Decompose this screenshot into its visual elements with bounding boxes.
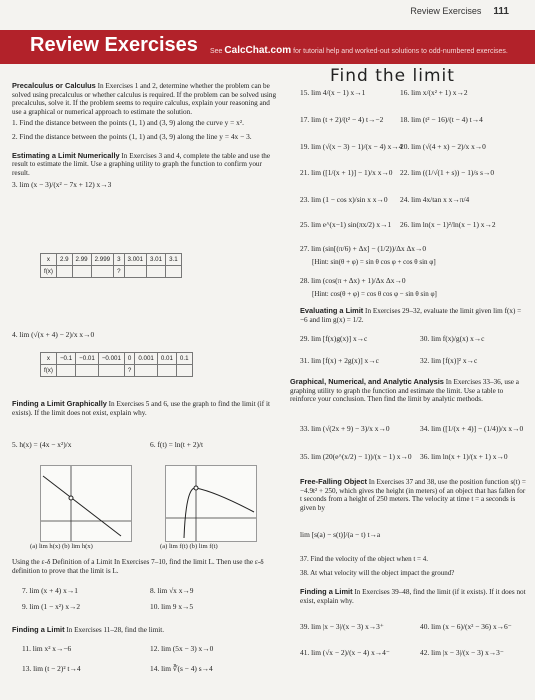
exercise-14: 14. lim ∛(s − 4) s→4 [150,664,213,673]
cell: −0.1 [56,353,75,365]
exercise-35: 35. lim (20(e^(x/2) − 1))/(x − 1) x→0 [300,452,412,461]
exercise-29: 29. lim [f(x)g(x)] x→c [300,334,368,343]
cell: ? [124,365,134,377]
precalc-body: In Exercises 1 and 2, determine whether the problem can be solved using precalculus or whether calculus is required. If the problem can be solved using precalculus, solve it. If the problem seems to require calculus, explain your reasoning and use a graphical or numerical approach to estimate the solution. [12,82,277,116]
exercise-12: 12. lim (5x − 3) x→0 [150,644,214,653]
find-limit-2-heading: Finding a Limit [300,587,353,596]
cell [56,266,72,278]
evaluate-block [300,307,528,324]
hint-27: [Hint: sin(θ + φ) = sin θ cos φ + cos θ sin φ] [312,258,436,266]
exercise-17: 17. lim (t + 2)/(t² − 4) t→−2 [300,115,384,124]
gna-heading: Graphical, Numerical, and Analytic Analysis [290,377,444,386]
exercise-42: 42. lim |x − 3|/(x − 3) x→3⁻ [420,648,504,657]
exercise-40: 40. lim (x − 6)/(x² − 36) x→6⁻ [420,622,512,631]
exercise-2: 2. Find the distance between the points (1, 1) and (3, 9) along the line y = 4x − 3. [12,131,252,141]
exercise-1: 1. Find the distance between the points (1, 1) and (3, 9) along the curve y = x². [12,118,244,128]
cell: 2.999 [91,254,113,266]
numeric-block [12,152,280,178]
exercise-16: 16. lim x/(x² + 1) x→2 [400,88,468,97]
cell [76,365,99,377]
function-curve [43,476,121,536]
cell: 0.1 [176,353,192,365]
graph-exercise-6 [165,465,257,542]
graph-body: In Exercises 5 and 6, use the graph to find the limit (if it exists). If the limit does not exist, explain why. [12,400,270,417]
gna-block [290,378,530,404]
banner-title: Review Exercises [30,34,198,56]
left-column [12,82,280,190]
table-row-x [41,353,193,365]
free-fall-heading: Free-Falling Object [300,477,367,486]
exercise-9: 9. lim (1 − x²) x→2 [22,602,81,611]
cell [72,266,91,278]
banner-rest: for tutorial help and worked-out solutions to odd-numbered exercises. [293,48,508,55]
exercise-38: 38. At what velocity will the object impact the ground? [300,569,455,577]
exercise-31: 31. lim [f(x) + 2g(x)] x→c [300,356,379,365]
cell [166,266,182,278]
open-dot [69,496,73,500]
exercise-27: 27. lim (sin[(π/6) + Δx] − (1/2))/Δx Δx→0 [300,244,427,253]
banner-site: CalcChat.com [224,45,292,56]
precalc-heading: Precalculus or Calculus [12,81,96,90]
find-heading: Finding a Limit [12,625,65,634]
banner-subtitle [210,45,508,56]
page-number: 111 [493,6,509,17]
exercise-41: 41. lim (√x − 2)/(x − 4) x→4⁻ [300,648,390,657]
free-fall-body: In Exercises 37 and 38, use the position function s(t) = −4.9t² + 250, which gives the height (in meters) of an object that has fallen for t seconds from a height of 250 meters. The velocity at time t = a seconds is given by [300,478,526,512]
cell: ? [114,266,124,278]
section-title: Review Exercises [410,6,482,16]
cell: 0.01 [157,353,176,365]
exercise-21: 21. lim ([1/(x + 1)] − 1)/x x→0 [300,168,393,177]
exercise-26: 26. lim ln(x − 1)²/ln(x − 1) x→2 [400,220,496,229]
cell [98,365,124,377]
exercise-28: 28. lim (cos(π + Δx) + 1)/Δx Δx→0 [300,276,406,285]
table-exercise-3 [40,253,182,278]
cell: 0.001 [135,353,157,365]
cell [91,266,113,278]
exercise-39: 39. lim |x − 3|/(x − 3) x→3⁺ [300,622,384,631]
table-row-x [41,254,182,266]
free-fall-block [300,478,528,512]
exercise-20: 20. lim (√(4 + x) − 2)/x x→0 [400,142,486,151]
evaluate-body: In Exercises 29–32, evaluate the limit given lim f(x) = −6 and lim g(x) = 1/2. [300,307,522,324]
cell: f(x) [41,266,57,278]
exercise-11: 11. lim x² x→−6 [22,644,72,653]
cell: 2.9 [56,254,72,266]
exercise-34: 34. lim ([1/(x + 4)] − (1/4))/x x→0 [420,424,524,433]
cell: 3.001 [124,254,146,266]
caption-5: (a) lim h(x) (b) lim h(x) [30,543,93,550]
cell [124,266,146,278]
table-row-f [41,266,182,278]
exercise-15: 15. lim 4/(x − 1) x→1 [300,88,366,97]
graph-block [12,400,280,417]
cell: x [41,353,57,365]
exercise-4: 4. lim (√(x + 4) − 2)/x x→0 [12,330,95,339]
exercise-13: 13. lim (t − 2)² t→4 [22,664,81,673]
exercise-37: 37. Find the velocity of the object when t = 4. [300,555,428,563]
exercise-8: 8. lim √x x→9 [150,586,194,595]
cell: −0.01 [76,353,99,365]
caption-6: (a) lim f(t) (b) lim f(t) [160,543,218,550]
find-limit-2-block [300,588,528,605]
velocity-formula: lim [s(a) − s(t)]/(a − t) t→a [300,530,381,539]
exercise-5: 5. h(x) = (4x − x²)/x [12,440,72,449]
find-limit-2-body: In Exercises 39–48, find the limit (if it exists). If it does not exist, explain why. [300,588,526,605]
exercise-25: 25. lim e^(x−1) sin(πx/2) x→1 [300,220,392,229]
function-curve [184,488,254,538]
precalc-block [12,82,280,116]
cell [157,365,176,377]
cell [56,365,75,377]
cell: 3.1 [166,254,182,266]
numeric-heading: Estimating a Limit Numerically [12,150,120,160]
running-head [410,6,509,17]
cell: x [41,254,57,266]
cell: 2.99 [72,254,91,266]
evaluate-heading: Evaluating a Limit [300,306,364,315]
exercise-10: 10. lim 9 x→5 [150,602,194,611]
cell [147,266,166,278]
cell [176,365,192,377]
hint-28: [Hint: cos(θ + φ) = cos θ cos φ − sin θ sin φ] [312,290,437,298]
open-dot [194,486,198,490]
exercise-22: 22. lim ((1/√(1 + s)) − 1)/s s→0 [400,168,495,177]
banner-see: See [210,48,223,55]
exercise-30: 30. lim f(x)/g(x) x→c [420,334,485,343]
numeric-body: In Exercises 3 and 4, complete the table and use the result to estimate the limit. Use a graphing utility to graph the function to confirm your result. [12,151,271,177]
table-row-f [41,365,193,377]
graph-heading: Finding a Limit Graphically [12,399,107,408]
cell: f(x) [41,365,57,377]
exercise-24: 24. lim 4x/tan x x→π/4 [400,195,470,204]
cell: −0.001 [98,353,124,365]
exercise-19: 19. lim (√(x − 3) − 1)/(x − 4) x→4 [300,142,403,151]
table-exercise-4 [40,352,193,377]
exercise-23: 23. lim (1 − cos x)/sin x x→0 [300,195,388,204]
exercise-7: 7. lim (x + 4) x→1 [22,586,78,595]
epsilon-delta-block: Using the ε-δ Definition of a Limit In Exercises 7–10, find the limit L. Then use the ε-δ definition to prove that the limit is L. [12,558,264,575]
graph-exercise-5 [40,465,132,542]
find-limit-block [12,626,277,635]
exercise-32: 32. lim [f(x)]² x→c [420,356,478,365]
exercise-36: 36. lim ln(x + 1)/(x + 1) x→0 [420,452,508,461]
handwritten-note: Find the limit [330,66,455,86]
find-body: In Exercises 11–28, find the limit. [66,626,165,634]
exercise-33: 33. lim (√(2x + 9) − 3)/x x→0 [300,424,390,433]
exercise-6: 6. f(t) = ln(t + 2)/t [150,440,204,449]
gna-body: In Exercises 33–36, use a graphing utility to graph the function and estimate the limit. Use a table to reinforce your conclusion. Then find the limit by analytic methods. [290,378,519,404]
cell: 3.01 [147,254,166,266]
cell [135,365,157,377]
exercise-3: 3. lim (x − 3)/(x² − 7x + 12) x→3 [12,180,112,190]
exercise-18: 18. lim (t² − 16)/(t − 4) t→4 [400,115,483,124]
cell: 3 [114,254,124,266]
cell: 0 [124,353,134,365]
